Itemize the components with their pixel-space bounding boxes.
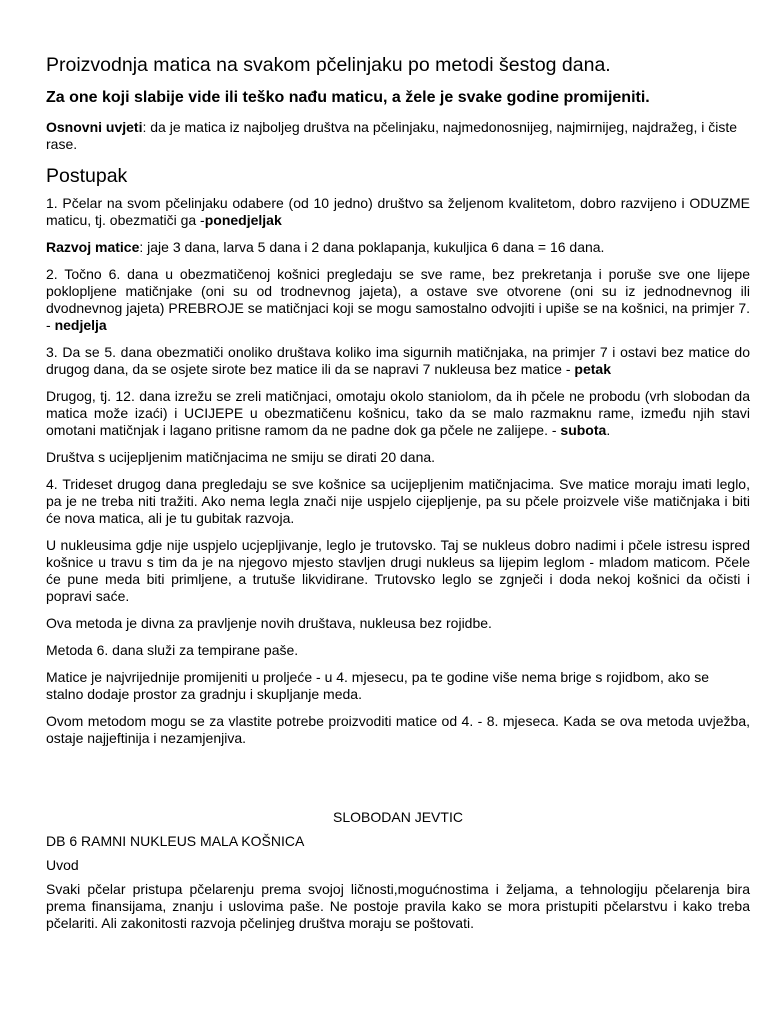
next-day-end: . bbox=[606, 422, 611, 438]
queen-development-paragraph bbox=[46, 239, 750, 256]
basic-conditions-label: Osnovni uvjeti bbox=[46, 119, 143, 135]
step-2-paragraph bbox=[46, 266, 750, 334]
document-subtitle: Za one koji slabije vide ili teško nađu maticu, a žele je svake godine promijeniti. bbox=[46, 89, 650, 106]
spring-note-paragraph: Matice je najvrijednije promijeniti u proljeće - u 4. mjesecu, pa te godine više nema brige s rojidbom, ako se stalno dodaje prostor za gradnju i skupljanje meda. bbox=[46, 669, 709, 702]
step-2-text: 2. Točno 6. dana u obezmatičenoj košnici pregledaju se sve rame, bez prekretanja i poruše sve one lijepe poklopljene matičnjake (oni su od trodnevnog jajeta), a ostave sve otvorene (oni su iz jednodnevnog ili dvodnevnog jajeta) PREBROJE se matičnjaci koji se mogu samostalno odvojiti i upiše se na košnici, na primjer 7. - bbox=[46, 266, 750, 333]
step-1-day: ponedjeljak bbox=[204, 212, 282, 228]
basic-conditions-text: : da je matica iz najboljeg društva na pčelinjaku, najmedonosnijeg, najmirnijeg, najdražeg, i čiste rase. bbox=[46, 119, 738, 152]
step-4-paragraph: 4. Trideset drugog dana pregledaju se sve košnice sa ucijepljenim matičnjacima. Sve matice moraju imati leglo, pa je ne treba niti tražiti. Ako nema legla znači nije uspjelo cijepljenje, pa su pčele proizvele više matičnjaka i biti će nova matica, ali je tu gubitak razvoja. bbox=[46, 476, 750, 526]
document-page bbox=[46, 52, 750, 942]
queen-development-label: Razvoj matice bbox=[46, 239, 140, 255]
procedure-heading: Postupak bbox=[46, 165, 128, 187]
method-6-paragraph: Metoda 6. dana služi za tempirane paše. bbox=[46, 642, 299, 658]
step-1-text: 1. Pčelar na svom pčelinjaku odabere (od 10 jedno) društvo sa željenom kvalitetom, dobro razvijeno i ODUZME maticu, tj. obezmatiči ga - bbox=[46, 195, 750, 228]
intro-paragraph: Svaki pčelar pristupa pčelarenju prema svojoj ličnosti,mogućnostima i željama, a tehnologiju pčelarenja bira prema finansijama, znanju i uslovima paše. Ne postoje pravila kako se mora pristupiti pčelarstvu i kako treba pčelariti. Ali zakonitosti razvoja pčelinjeg društva moraju se poštovati. bbox=[46, 881, 750, 931]
intro-heading: Uvod bbox=[46, 857, 79, 873]
document-title: Proizvodnja matica na svakom pčelinjaku po metodi šestog dana. bbox=[46, 54, 611, 76]
step-2-day: nedjelja bbox=[54, 317, 107, 333]
next-day-text: Drugog, tj. 12. dana izrežu se zreli matičnjaci, omotaju okolo staniolom, da ih pčele ne probodu (vrh slobodan da matica može izaći) i UCIJEPE u obezmatičenu košnicu, tako da se malo razmaknu rame, između njih stavi omotani matičnjak i lagano pritisne ramom da ne padne dok ga pčele ne zalijepe. - bbox=[46, 388, 750, 438]
nucleus-failure-paragraph: U nukleusima gdje nije uspjelo ucjepljivanje, leglo je trutovsko. Taj se nukleus dobro nadimi i pčele istresu ispred košnice u travu s tim da je na njegovo mjesto stavljen drugi nukleus sa lijepim leglom - mladom maticom. Pčele će pune meda biti primljene, a trutuše likvidirane. Trutovsko leglo se zgnječi i doda nekoj košnici da očisti i popravi saće. bbox=[46, 537, 750, 604]
step-3-day: petak bbox=[574, 361, 611, 377]
basic-conditions-paragraph bbox=[46, 119, 750, 153]
next-day-day: subota bbox=[560, 422, 607, 438]
grafted-note-paragraph: Društva s ucijepljenim matičnjacima ne smiju se dirati 20 dana. bbox=[46, 449, 436, 465]
step-3-text: 3. Da se 5. dana obezmatiči onoliko društava koliko ima sigurnih matičnjaka, na primjer 7 i ostavi bez matice do drugog dana, da se osjete sirote bez matice ili da se napravi 7 nukleusa bez matice - bbox=[46, 344, 750, 377]
step-1-paragraph bbox=[46, 195, 750, 229]
next-day-paragraph bbox=[46, 388, 750, 439]
author-name: SLOBODAN JEVTIC bbox=[333, 809, 463, 825]
method-note-paragraph: Ova metoda je divna za pravljenje novih društava, nukleusa bez rojidbe. bbox=[46, 615, 492, 631]
step-3-paragraph bbox=[46, 344, 750, 378]
section-spacer bbox=[46, 757, 750, 809]
queen-development-text: : jaje 3 dana, larva 5 dana i 2 dana poklapanja, kukuljica 6 dana = 16 dana. bbox=[139, 239, 605, 255]
second-document-title: DB 6 RAMNI NUKLEUS MALA KOŠNICA bbox=[46, 833, 305, 849]
own-needs-paragraph: Ovom metodom mogu se za vlastite potrebe proizvoditi matice od 4. - 8. mjeseca. Kada se ova metoda uvježba, ostaje najjeftinija i nezamjenjiva. bbox=[46, 713, 750, 746]
